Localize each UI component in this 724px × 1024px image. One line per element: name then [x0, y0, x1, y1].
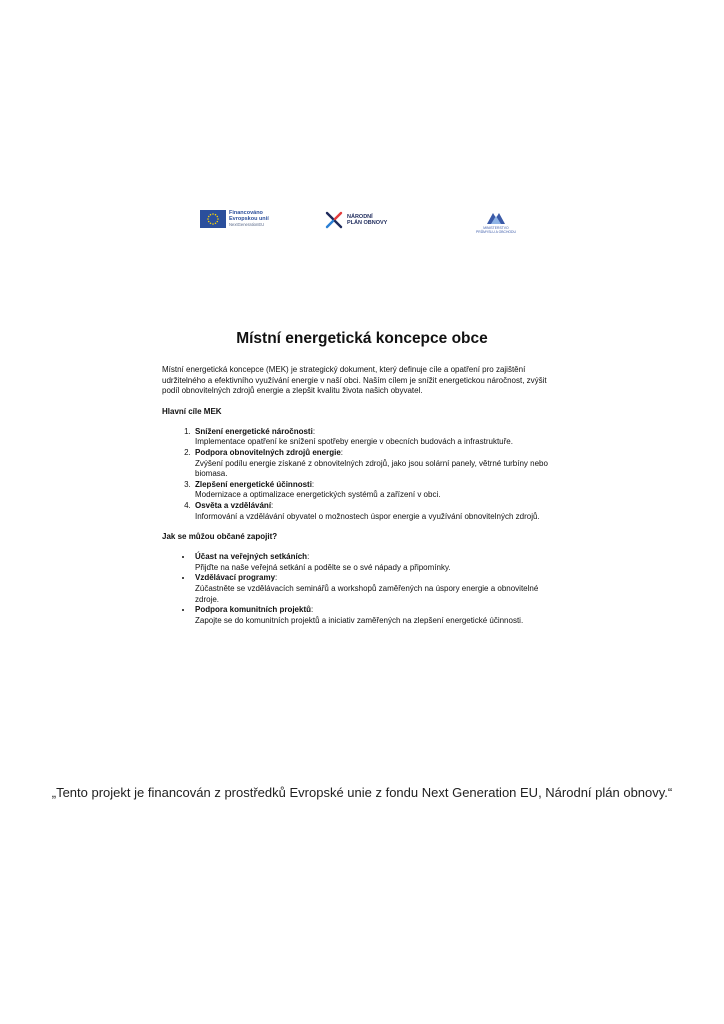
involve-heading: Jak se můžou občané zapojit? [162, 532, 278, 542]
list-item: 2. Podpora obnovitelných zdrojů energie: Zvýšení podílu energie získané z obnovitelných zdrojů, jako jsou solární panely, větrné turbíny nebo biomasa. [193, 448, 557, 480]
goal-desc: Modernizace a optimalizace energetických systémů a zařízení v obci. [195, 490, 441, 500]
involve-title: Vzdělávací programy [195, 573, 276, 583]
goal-desc: Informování a vzdělávání obyvatel o možnostech úspor energie a využívání obnovitelných zdrojů. [195, 511, 540, 521]
eu-logo-line3: NextGenerationEU [229, 222, 265, 227]
goal-desc: Zvýšení podílu energie získané z obnovitelných zdrojů, jako jsou solární panely, větrné turbíny nebo biomasa. [195, 458, 548, 479]
involve-desc: Přijďte na naše veřejná setkání a podělte se o své nápady a připomínky. [195, 562, 451, 572]
goal-title: Podpora obnovitelných zdrojů energie [195, 447, 341, 457]
involve-title: Účast na veřejných setkáních [195, 552, 308, 562]
involve-title: Podpora komunitních projektů [195, 605, 312, 615]
intro-paragraph: Místní energetická koncepce (MEK) je strategický dokument, který definuje cíle a opatření pro zajištění udržitelného a efektivního využívání energie v naší obci. Naším cílem je snížit energetickou náročnost, zvýšit podíl obnovitelných zdrojů energie a zlepšit kvalitu života našich obyvatel. [162, 365, 547, 396]
mpo-logo-line1: MINISTERSTVO [483, 226, 509, 230]
list-item: 1. Snížení energetické náročnosti: Implementace opatření ke snížení spotřeby energie v obecních budovách a infrastruktuře. [193, 427, 557, 448]
funding-footer-quote: „Tento projekt je financován z prostředků Evropské unie z fondu Next Generation EU, Národní plán obnovy.“ [51, 785, 673, 800]
npo-cross-icon [324, 210, 344, 230]
involve-desc: Zapojte se do komunitních projektů a iniciativ zaměřených na zlepšení energetické účinnosti. [195, 615, 524, 625]
goals-list [162, 427, 557, 522]
eu-logo-line1: Financováno [229, 210, 263, 216]
list-item: • Účast na veřejných setkáních: Přijďte na naše veřejná setkání a podělte se o své nápady a připomínky. [193, 552, 557, 573]
list-item: 3. Zlepšení energetické účinnosti: Modernizace a optimalizace energetických systémů a zařízení v obci. [193, 480, 557, 501]
goal-title: Snížení energetické náročnosti [195, 426, 313, 436]
mpo-emblem-icon [483, 210, 509, 226]
logo-bar [200, 210, 520, 242]
involve-desc: Zúčastněte se vzdělávacích seminářů a workshopů zaměřených na úspory energie a obnovitelné zdroje. [195, 583, 539, 604]
mpo-logo-line2: PRŮMYSLU A OBCHODU [476, 230, 516, 234]
goal-title: Zlepšení energetické účinnosti [195, 479, 312, 489]
document-body [162, 365, 557, 626]
npo-logo [324, 210, 387, 230]
eu-funding-logo [200, 210, 269, 228]
npo-logo-line2: PLÁN OBNOVY [347, 220, 388, 226]
mpo-logo [476, 210, 516, 234]
eu-logo-line2: Evropskou unií [229, 216, 269, 222]
page-title: Místní energetická koncepce obce [236, 330, 488, 347]
involve-list [162, 552, 557, 626]
goal-title: Osvěta a vzdělávání [195, 500, 272, 510]
goals-heading: Hlavní cíle MEK [162, 406, 222, 416]
list-item: • Podpora komunitních projektů: Zapojte se do komunitních projektů a iniciativ zaměřených na zlepšení energetické účinnosti. [193, 605, 557, 626]
list-item: 4. Osvěta a vzdělávání: Informování a vzdělávání obyvatel o možnostech úspor energie a využívání obnovitelných zdrojů. [193, 501, 557, 522]
list-item: • Vzdělávací programy: Zúčastněte se vzdělávacích seminářů a workshopů zaměřených na úspory energie a obnovitelné zdroje. [193, 573, 557, 605]
goal-desc: Implementace opatření ke snížení spotřeby energie v obecních budovách a infrastruktuře. [195, 437, 513, 447]
eu-flag-icon [200, 210, 226, 228]
npo-logo-line1: NÁRODNÍ [347, 213, 373, 220]
